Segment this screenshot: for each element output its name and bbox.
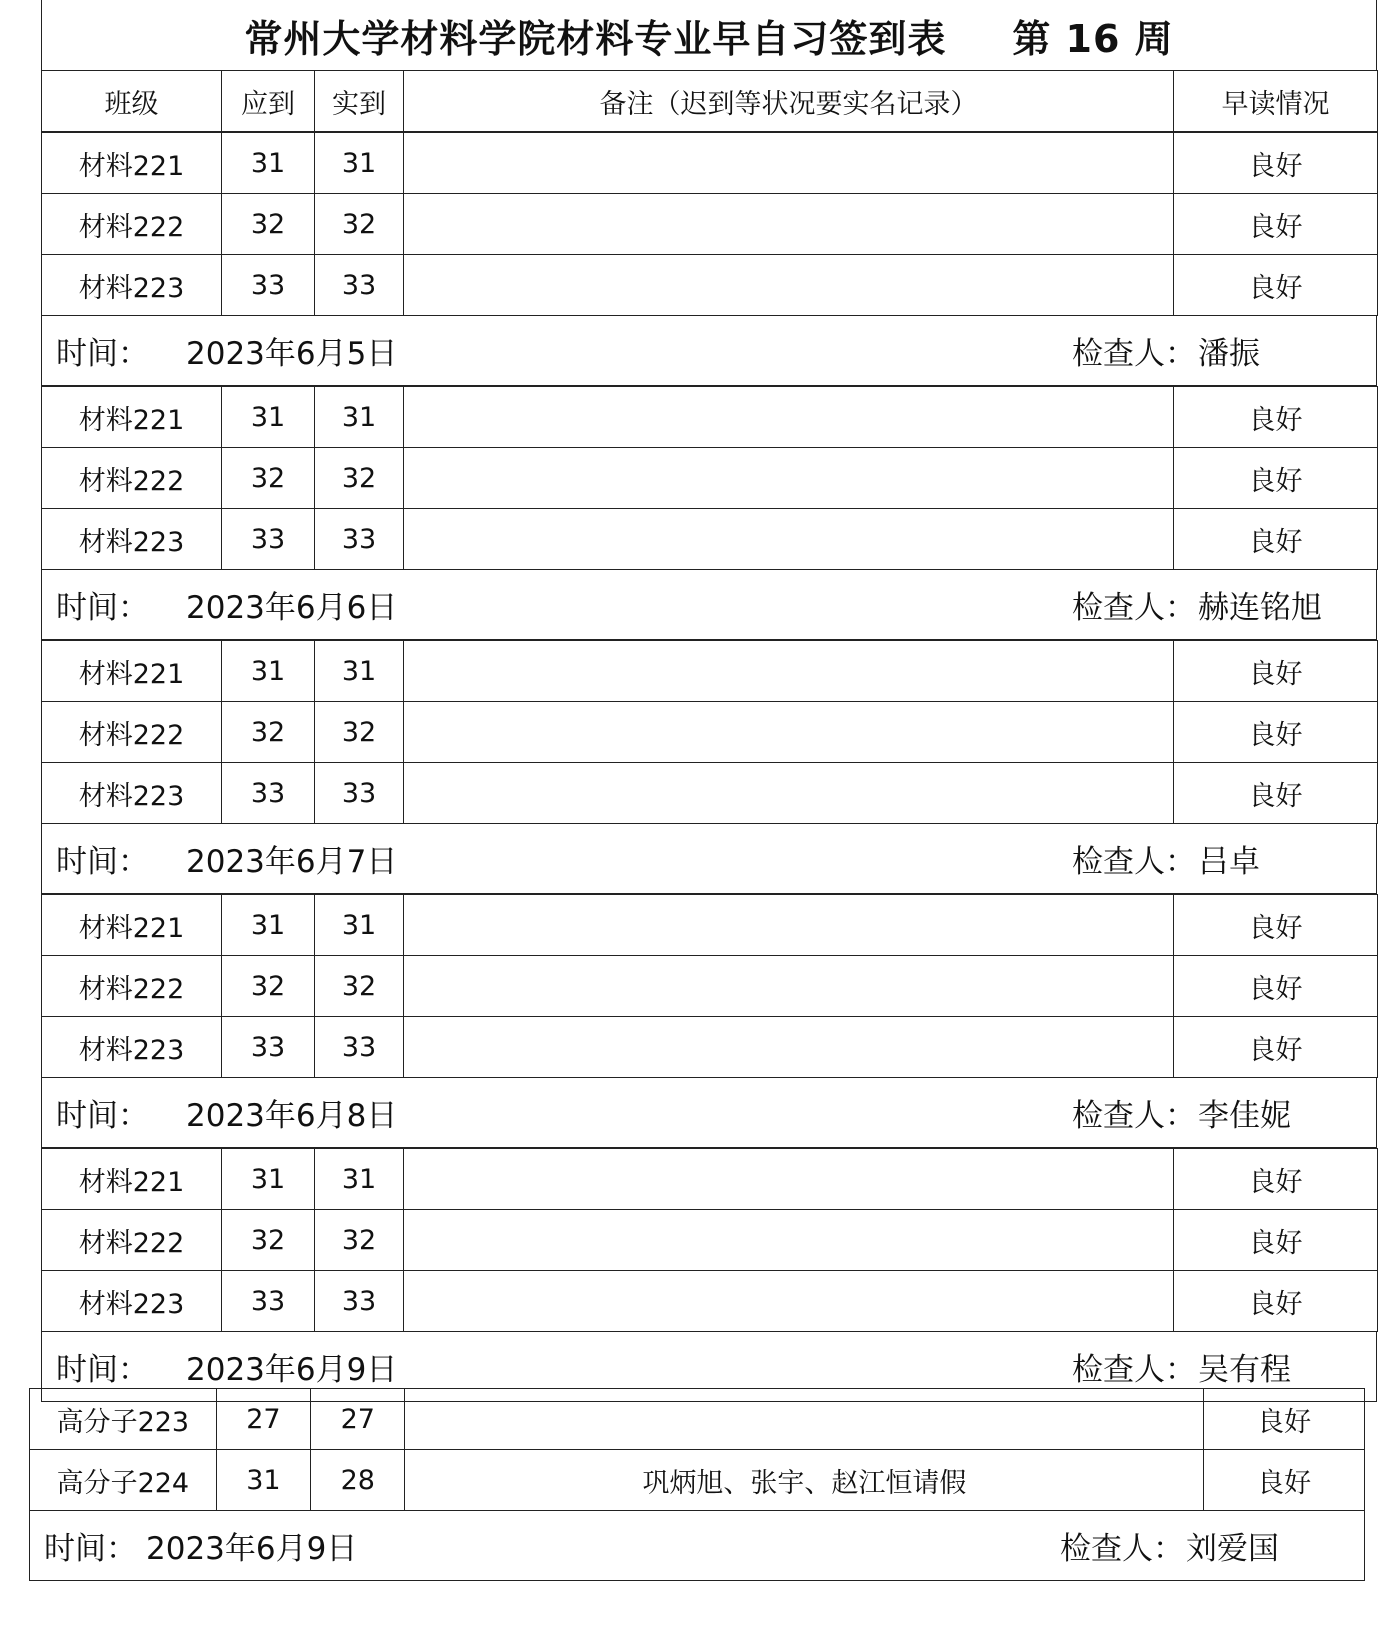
table-cell: 良好	[1174, 895, 1378, 956]
table-cell: 良好	[1174, 387, 1378, 448]
sheet-title	[41, 0, 1377, 70]
table-cell: 高分子224	[30, 1450, 217, 1511]
class-table	[41, 132, 1378, 316]
table-cell: 31	[315, 387, 404, 448]
time-label: 时间：	[56, 336, 149, 372]
column-header: 实到	[315, 71, 404, 132]
time-label: 时间：	[44, 1531, 137, 1567]
table-cell: 良好	[1174, 956, 1378, 1017]
table-cell: 良好	[1174, 702, 1378, 763]
table-cell: 良好	[1174, 255, 1378, 316]
checker-label: 检查人：	[1072, 844, 1196, 880]
table-cell	[404, 1149, 1174, 1210]
table-cell	[404, 641, 1174, 702]
column-header: 早读情况	[1174, 71, 1378, 132]
table-cell: 材料223	[42, 255, 222, 316]
table-row	[42, 255, 1378, 316]
table-cell: 材料221	[42, 387, 222, 448]
table-cell: 31	[222, 895, 315, 956]
table-cell: 32	[222, 956, 315, 1017]
table-cell: 31	[315, 1149, 404, 1210]
table-cell: 28	[311, 1450, 405, 1511]
table-cell: 32	[315, 448, 404, 509]
date-value: 2023年6月5日	[186, 336, 398, 372]
table-cell: 材料221	[42, 133, 222, 194]
table-cell: 33	[222, 763, 315, 824]
date-value: 2023年6月8日	[186, 1098, 398, 1134]
table-cell	[404, 1271, 1174, 1332]
table-cell	[404, 448, 1174, 509]
table-cell: 良好	[1174, 509, 1378, 570]
table-cell: 32	[222, 702, 315, 763]
class-table	[29, 1388, 1365, 1511]
table-cell: 33	[222, 509, 315, 570]
day-footer	[41, 1078, 1377, 1148]
column-header: 备注（迟到等状况要实名记录）	[404, 71, 1174, 132]
table-cell: 材料221	[42, 641, 222, 702]
checker-label: 检查人：	[1072, 1098, 1196, 1134]
table-cell: 31	[315, 133, 404, 194]
table-cell: 31	[315, 895, 404, 956]
table-cell	[404, 895, 1174, 956]
table-cell: 材料221	[42, 1149, 222, 1210]
table-cell: 31	[222, 133, 315, 194]
table-cell: 32	[315, 956, 404, 1017]
table-cell: 27	[311, 1389, 405, 1450]
table-cell: 材料222	[42, 448, 222, 509]
table-cell: 良好	[1174, 1017, 1378, 1078]
table-cell: 巩炳旭、张宇、赵江恒请假	[405, 1450, 1204, 1511]
table-cell	[404, 763, 1174, 824]
table-cell: 32	[315, 1210, 404, 1271]
table-row	[42, 702, 1378, 763]
checker-name: 吕卓	[1198, 844, 1260, 880]
class-table	[41, 640, 1378, 824]
table-cell	[404, 133, 1174, 194]
table-cell: 33	[315, 509, 404, 570]
checker-name: 李佳妮	[1198, 1098, 1291, 1134]
table-cell: 良好	[1174, 448, 1378, 509]
table-cell	[405, 1389, 1204, 1450]
table-cell: 材料223	[42, 1017, 222, 1078]
table-cell: 27	[216, 1389, 310, 1450]
table-cell: 33	[315, 1017, 404, 1078]
table-cell	[404, 1017, 1174, 1078]
table-cell: 31	[222, 387, 315, 448]
table-cell: 良好	[1174, 641, 1378, 702]
table-row	[42, 1271, 1378, 1332]
header-table	[41, 70, 1378, 132]
date-value: 2023年6月7日	[186, 844, 398, 880]
table-cell: 材料223	[42, 1271, 222, 1332]
table-cell: 33	[315, 255, 404, 316]
table-cell	[404, 956, 1174, 1017]
table-cell: 良好	[1174, 133, 1378, 194]
class-table	[41, 1148, 1378, 1332]
table-cell: 良好	[1174, 1149, 1378, 1210]
checker-label: 检查人：	[1072, 1352, 1196, 1388]
table-row	[42, 448, 1378, 509]
time-label: 时间：	[56, 1352, 149, 1388]
table-cell: 材料222	[42, 1210, 222, 1271]
table-cell: 33	[222, 255, 315, 316]
week-label: 第 16 周	[1012, 16, 1174, 61]
table-cell	[404, 387, 1174, 448]
date-value: 2023年6月6日	[186, 590, 398, 626]
checker-name: 吴有程	[1198, 1352, 1291, 1388]
table-cell: 材料221	[42, 895, 222, 956]
table-row	[42, 387, 1378, 448]
table-cell: 良好	[1204, 1389, 1365, 1450]
table-row	[42, 895, 1378, 956]
table-cell: 31	[222, 641, 315, 702]
table-cell: 33	[315, 763, 404, 824]
table-cell	[404, 509, 1174, 570]
class-table	[41, 386, 1378, 570]
table-row	[42, 641, 1378, 702]
table-row	[42, 509, 1378, 570]
table-row	[42, 1149, 1378, 1210]
table-cell: 32	[222, 1210, 315, 1271]
date-value: 2023年6月9日	[146, 1531, 358, 1567]
table-cell	[404, 1210, 1174, 1271]
column-header: 班级	[42, 71, 222, 132]
time-label: 时间：	[56, 1098, 149, 1134]
day-footer	[41, 316, 1377, 386]
table-cell: 32	[222, 194, 315, 255]
checker-label: 检查人：	[1072, 336, 1196, 372]
checker-name: 潘振	[1198, 336, 1260, 372]
table-row	[42, 133, 1378, 194]
table-cell: 32	[315, 194, 404, 255]
table-cell: 33	[315, 1271, 404, 1332]
day-footer	[41, 824, 1377, 894]
table-row	[42, 194, 1378, 255]
day-footer	[29, 1511, 1365, 1581]
table-row	[42, 956, 1378, 1017]
class-table	[41, 894, 1378, 1078]
day-footer	[41, 570, 1377, 640]
date-value: 2023年6月9日	[186, 1352, 398, 1388]
polymer-sheet	[29, 1388, 1365, 1581]
table-row	[42, 1017, 1378, 1078]
table-cell: 良好	[1174, 763, 1378, 824]
table-cell: 32	[222, 448, 315, 509]
checker-name: 赫连铭旭	[1198, 590, 1322, 626]
time-label: 时间：	[56, 844, 149, 880]
time-label: 时间：	[56, 590, 149, 626]
table-cell: 31	[216, 1450, 310, 1511]
column-header: 应到	[222, 71, 315, 132]
title-text: 常州大学材料学院材料专业早自习签到表	[244, 16, 947, 61]
checker-name: 刘爱国	[1186, 1531, 1279, 1567]
table-cell: 材料222	[42, 702, 222, 763]
table-cell: 31	[222, 1149, 315, 1210]
table-cell: 材料222	[42, 194, 222, 255]
table-cell: 材料223	[42, 509, 222, 570]
table-cell: 良好	[1174, 1271, 1378, 1332]
table-cell: 良好	[1174, 1210, 1378, 1271]
table-cell: 33	[222, 1017, 315, 1078]
table-row	[42, 763, 1378, 824]
table-cell: 32	[315, 702, 404, 763]
header-row	[42, 71, 1378, 132]
table-cell	[404, 255, 1174, 316]
table-row	[30, 1389, 1365, 1450]
table-cell: 高分子223	[30, 1389, 217, 1450]
table-cell: 材料222	[42, 956, 222, 1017]
table-row	[30, 1450, 1365, 1511]
table-cell: 33	[222, 1271, 315, 1332]
table-cell: 良好	[1174, 194, 1378, 255]
table-row	[42, 1210, 1378, 1271]
attendance-sheet	[41, 0, 1377, 1402]
table-cell	[404, 194, 1174, 255]
table-cell: 31	[315, 641, 404, 702]
checker-label: 检查人：	[1072, 590, 1196, 626]
table-cell: 材料223	[42, 763, 222, 824]
table-cell	[404, 702, 1174, 763]
table-cell: 良好	[1204, 1450, 1365, 1511]
checker-label: 检查人：	[1060, 1531, 1184, 1567]
